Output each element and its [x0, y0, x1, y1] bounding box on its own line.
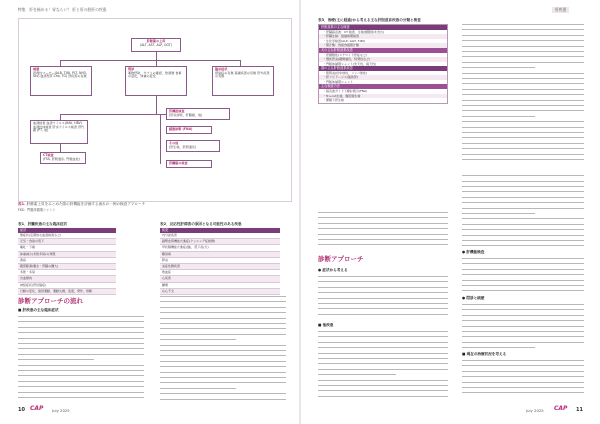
body-text-line [318, 342, 448, 343]
right-sub-2: ■ 他疾患 [318, 323, 334, 327]
body-text-line [462, 148, 584, 149]
body-text-line [318, 353, 448, 354]
table-2-row: 糖尿病 [160, 252, 280, 258]
body-text-line [160, 339, 236, 340]
right-sub-1: ● 症状から考える [318, 268, 348, 272]
left-section-title: 診断アプローチの流れ [18, 297, 83, 305]
body-text-line [462, 121, 584, 122]
table-2-row: 膵炎 [160, 258, 280, 264]
body-text-line [160, 372, 286, 373]
body-text-line [462, 175, 584, 176]
body-text-line [160, 301, 286, 302]
body-text-line [318, 314, 448, 315]
table-3-section: 猫の主な肝胆道系疾患 [319, 66, 447, 71]
table-3-row: ・門脈体循環シャント(先天性，後天性) [323, 61, 377, 66]
body-text-line [160, 366, 286, 367]
body-text-line [462, 371, 584, 372]
body-text-line [462, 245, 584, 246]
body-text-line [18, 354, 144, 355]
body-text-line [160, 296, 286, 297]
left-running-header: 特集 肝を極める！胃ならい？ 肝と肝の胆肝の疾患 [18, 7, 107, 12]
body-text-line [318, 212, 448, 213]
table-3-row: ・慢性肝炎(銅関連性，特発性など) [319, 57, 447, 62]
right-sub-4: ● 問診と病歴 [462, 296, 485, 300]
body-text-line [462, 127, 584, 128]
figure-1-caption: 図1. 肝酵素上昇をみとめた際の肝機能を評価する流れの一例の検査アプローチ [18, 202, 146, 206]
body-text-line [318, 281, 448, 282]
right-page-number: 11 [576, 407, 583, 413]
flow-box-liver-eval: 肝機能検査 (肝炎診断，肝臓癌，他) [166, 108, 230, 120]
body-text-line [462, 304, 584, 305]
body-text-line [462, 392, 584, 393]
body-text-line [318, 396, 448, 397]
body-text-line [462, 40, 584, 41]
body-text-line [18, 381, 144, 382]
body-text-line [462, 181, 584, 182]
table-3-row: ・胆管炎(好中球性，リンパ球性) [323, 70, 368, 75]
body-text-line [462, 137, 584, 138]
body-text-line [462, 347, 535, 348]
table-3 [318, 24, 448, 104]
body-text-line [160, 355, 286, 356]
body-text-line [160, 350, 286, 351]
flow-box-ct: CT検査 (FSS, 肝胆道系, 門脈血栓) [40, 152, 86, 164]
body-text-line [18, 338, 144, 339]
table-3-row: ・Tru-cut生検，腹腔鏡生検 [319, 94, 447, 99]
right-sub-5: ■ 現在の治療状況を考える [462, 352, 507, 356]
body-text-line [462, 29, 584, 30]
table-3-title: 表3．治療(主に経過)から考える主な肝胆道系疾患の分類と検査 [318, 18, 421, 22]
body-text-line [462, 342, 584, 343]
table-1-row: 腹部膨満(腹水・肝臓の腫大) [18, 264, 116, 270]
body-text-line [462, 331, 584, 332]
body-text-line [318, 358, 448, 359]
body-text-line [462, 186, 584, 187]
body-text-line [160, 334, 286, 335]
body-text-line [160, 388, 236, 389]
body-text-line [318, 331, 448, 332]
body-text-line [160, 312, 286, 313]
body-text-line [318, 385, 448, 386]
body-text-line [18, 386, 144, 387]
table-2-title: 表2．反応性肝障害の原因となる可能性のある疾患 [160, 222, 242, 226]
right-footer-date: July 2025 [526, 408, 544, 413]
table-2-header: 疾患 [160, 228, 280, 233]
table-1-row: 出血傾向 [18, 276, 116, 282]
body-text-line [318, 244, 448, 245]
table-1-header: 症状 [18, 228, 116, 233]
body-text-line [160, 399, 286, 400]
body-text-line [462, 280, 584, 281]
body-text-line [160, 382, 286, 383]
body-text-line [318, 298, 448, 299]
body-text-line [318, 347, 448, 348]
body-text-line [462, 240, 584, 241]
body-text-line [18, 327, 144, 328]
body-text-line [18, 370, 144, 371]
body-text-line [462, 263, 584, 264]
body-text-line [318, 223, 448, 224]
body-text-line [462, 218, 584, 219]
flow-box-enzyme: 肝酵素の上昇 (ALT, AST, ALP, GGT) [131, 38, 181, 52]
body-text-line [462, 382, 584, 383]
body-text-line [462, 285, 584, 286]
body-text-line [462, 100, 584, 101]
body-text-line [318, 228, 448, 229]
table-1-row: 無症状(定期的な血液検査など) [18, 233, 116, 239]
body-text-line [318, 292, 448, 293]
body-text-line [462, 290, 584, 291]
flow-box-drug: 問診 薬物摂取，サプリの確認，飲酒歴 食事の変化，体重の変化 [125, 66, 187, 96]
table-2-row: 敗血症 [160, 270, 280, 276]
body-text-line [462, 56, 584, 57]
body-text-line [462, 229, 584, 230]
table-3-row: ・開腹下肝生検 [323, 98, 345, 103]
body-text-line [462, 62, 584, 63]
body-text-line [160, 307, 286, 308]
body-text-line [462, 89, 584, 90]
flow-box-fna: 細胞診断 (FNA) [166, 126, 212, 134]
table-3-row: ・肝細胞性(ステロイド肝症など) [323, 52, 368, 57]
body-text-line [160, 393, 286, 394]
body-text-line [462, 24, 584, 25]
table-3-section: 肝胆道系の主な検査 [319, 25, 447, 30]
table-2-row: 右心不全 [160, 289, 280, 295]
body-text-line [462, 235, 584, 236]
body-text-line [318, 217, 448, 218]
table-2-row: 内分泌疾患 [160, 233, 280, 239]
table-1-row: 多飲・多尿 [18, 270, 116, 276]
flow-box-labs: 血清検査 血清ウイルス(HAV, HBV) 血清抗体検査 肝炎ウイルス検査 肝代謝 (PT, 他) [30, 120, 88, 144]
body-text-line [462, 35, 584, 36]
body-text-line [318, 276, 448, 277]
body-text-line [462, 326, 584, 327]
body-text-line [18, 332, 144, 333]
body-text-line [462, 387, 584, 388]
table-2-row: 炎症性腸疾患 [160, 264, 280, 270]
table-3-row: ・胆汁酸：食前食後胆汁酸 [319, 43, 447, 48]
body-text-line [462, 365, 584, 366]
body-text-line [462, 116, 535, 117]
table-2-row: 副腎皮質機能亢進症(クッシング症候群) [160, 239, 280, 245]
table-1-row: 行動の変化，旋回運動，運動失調，流涎，発作，昏睡 [18, 289, 116, 295]
body-text-line [18, 359, 94, 360]
body-text-line [462, 46, 584, 47]
body-text-line [318, 374, 396, 375]
table-1-title: 表1．肝臓疾患の主な臨床症状 [18, 222, 68, 226]
body-text-line [462, 376, 584, 377]
flow-box-other: その他 (肝生検，肝胆道系) [166, 140, 220, 152]
page-gutter [299, 0, 301, 424]
left-subtitle: ■ 肝疾患の主な臨床症状 [18, 308, 59, 312]
right-sub-3: ● 肝機能検査 [462, 250, 485, 254]
table-3-row: ・肝リピドーシス(脂肪肝) [319, 75, 447, 80]
body-text-line [462, 191, 584, 192]
table-1-row: 神経症状(肝性脳症) [18, 283, 116, 289]
table-3-row: ・門脈体循環シャント [323, 79, 353, 84]
body-text-line [318, 287, 448, 288]
body-text-line [160, 361, 286, 362]
body-text-line [318, 380, 448, 381]
table-1 [18, 228, 116, 295]
body-text-line [18, 321, 144, 322]
body-text-line [160, 323, 286, 324]
body-text-line [462, 315, 584, 316]
body-text-line [160, 345, 286, 346]
body-text-line [18, 365, 144, 366]
table-3-row: ・超音波ガイド下細針吸引(FNA) [323, 89, 368, 94]
table-2 [160, 228, 280, 295]
table-2-row: 心疾患 [160, 276, 280, 282]
body-text-line [462, 105, 584, 106]
body-text-line [462, 197, 584, 198]
body-text-line [462, 309, 584, 310]
body-text-line [462, 143, 584, 144]
body-text-line [462, 202, 584, 203]
table-3-section: 犬の主な肝胆道系疾患 [319, 48, 447, 53]
table-2-row: 甲状腺機能亢進症(猫)，低下症(犬) [160, 245, 280, 251]
flow-box-bottom: 肝臓癌の検査 [166, 160, 212, 168]
body-text-line [462, 94, 584, 95]
table-1-row: 黄疸 [18, 258, 116, 264]
body-text-line [318, 239, 448, 240]
left-footer-date: July 2025 [52, 408, 70, 413]
body-text-line [462, 274, 584, 275]
body-text-line [462, 336, 584, 337]
left-page-number: 10 [18, 407, 25, 413]
flow-box-symptom: 臨床症状 感染症の有無 基礎疾患の有無 肝外疾患の有無 [212, 66, 274, 96]
body-text-line [462, 110, 584, 111]
body-text-line [18, 348, 144, 349]
body-text-line [462, 269, 584, 270]
body-text-line [160, 328, 286, 329]
table-1-row: 体重減少(多飲多尿)の発現 [18, 252, 116, 258]
body-text-line [318, 390, 448, 391]
body-text-line [160, 318, 286, 319]
table-1-row: 嘔吐・下痢 [18, 245, 116, 251]
body-text-line [318, 369, 448, 370]
body-text-line [462, 83, 584, 84]
body-text-line [462, 154, 584, 155]
body-text-line [462, 78, 584, 79]
body-text-line [462, 51, 584, 52]
table-1-row: 元気・食欲の低下 [18, 239, 116, 245]
body-text-line [462, 360, 584, 361]
body-text-line [318, 336, 448, 337]
table-3-section: 主な検査方法 [319, 84, 447, 89]
left-cap-logo: CAP [30, 405, 44, 412]
body-text-line [462, 213, 535, 214]
figure-1-caption-sub: FSS：門脈体循環シャント [18, 208, 56, 212]
body-text-line [462, 132, 584, 133]
body-text-line [462, 224, 584, 225]
body-text-line [160, 377, 286, 378]
table-3-row: ・肝臓生検：組織病理検査 [319, 34, 447, 39]
body-text-line [462, 73, 584, 74]
table-3-row: ・生化学検査(ALP, GGT, T-Bil) [323, 38, 366, 43]
table-3-row: ・肝臓超音波：CT 検査，生検(細胞診を含む) [323, 29, 385, 34]
right-section-title: 診断アプローチ [318, 255, 364, 263]
body-text-line [462, 320, 584, 321]
body-text-line [462, 159, 584, 160]
body-text-line [318, 363, 448, 364]
flow-box-history: 病歴 肝毒性マーカー(ALB, T-Bil, PLT, NH3, Glu) 血清型(T-Cho, TG) 肝疾患の有無 [30, 66, 92, 96]
body-text-line [462, 258, 584, 259]
body-text-line [18, 397, 144, 398]
body-text-line [462, 208, 584, 209]
body-text-line [318, 234, 448, 235]
right-cap-logo: CAP [554, 405, 568, 412]
body-text-line [462, 67, 535, 68]
body-text-line [18, 375, 144, 376]
body-text-line [18, 343, 144, 344]
body-text-line [18, 316, 144, 317]
body-text-line [318, 303, 448, 304]
table-2-row: 腫瘍 [160, 283, 280, 289]
body-text-line [18, 392, 144, 393]
right-running-header: 肝疾患 [552, 7, 569, 13]
body-text-line [318, 308, 448, 309]
